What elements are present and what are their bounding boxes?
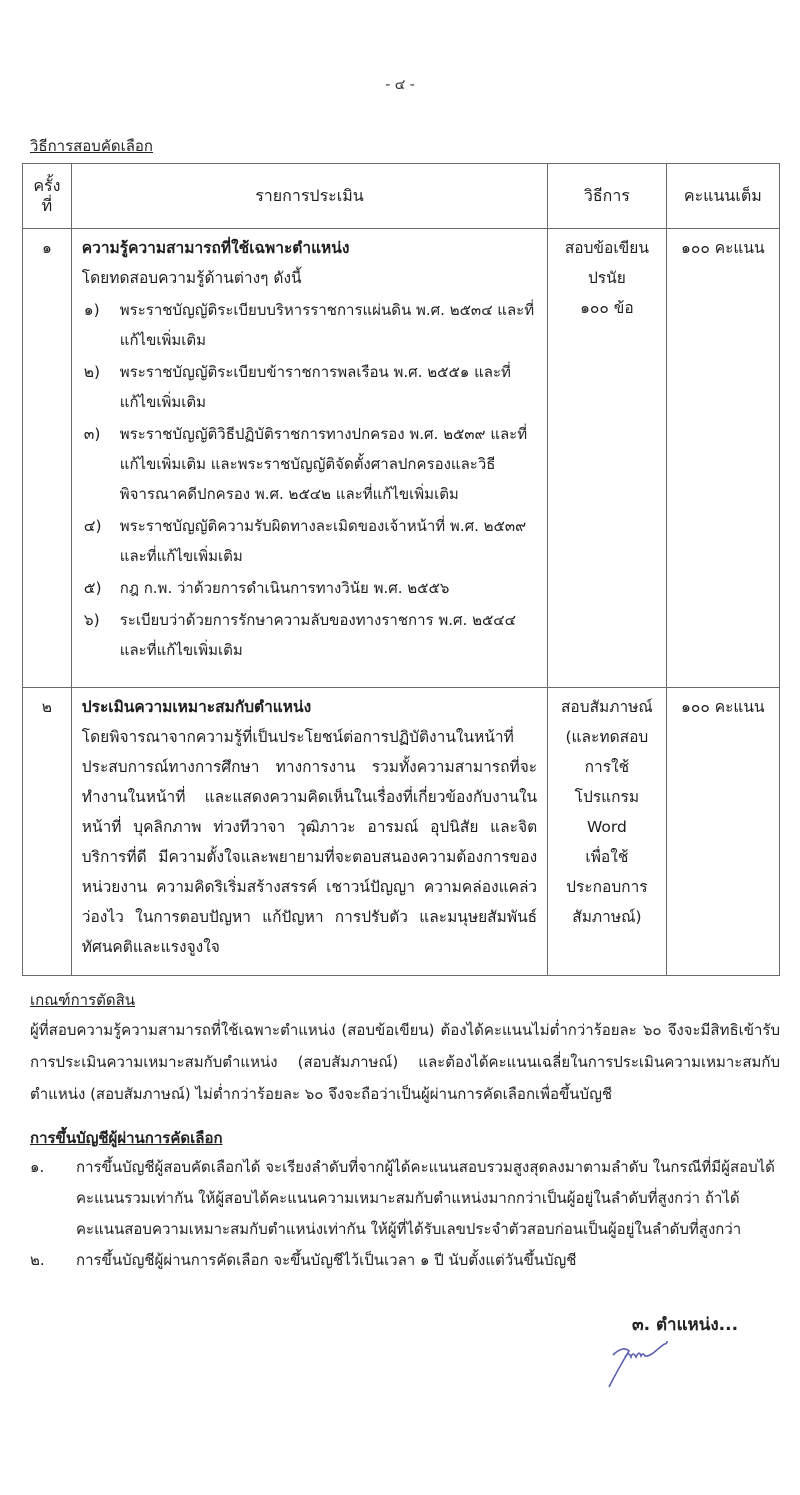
row-number: ๒ — [23, 688, 72, 976]
law-text: พระราชบัญญัติวิธีปฏิบัติราชการทางปกครอง พ.ศ. ๒๕๓๙ และที่แก้ไขเพิ่มเติม และพระราชบัญญัติจัดตั้งศาลปกครองและวิธีพิจารณาคดีปกครอง พ.ศ. ๒๕๔๒ และที่แก้ไขเพิ่มเติม — [119, 425, 528, 503]
list-item — [30, 1152, 782, 1245]
selection-method-heading: วิธีการสอบคัดเลือก — [30, 137, 154, 155]
method-line: สอบข้อเขียน — [564, 239, 649, 257]
method-line: (และทดสอบ — [565, 728, 649, 746]
signature — [605, 1335, 675, 1399]
method-line: ประกอบการ — [566, 878, 648, 896]
page-number: - ๔ - — [385, 77, 415, 93]
criteria-heading: เกณฑ์การตัดสิน — [30, 991, 136, 1009]
method-line: เพื่อใช้ — [585, 848, 629, 866]
continuation-marker: ๓. ตำแหน่ง... — [632, 1315, 739, 1335]
list-item — [82, 419, 537, 509]
law-number: ๔) — [83, 517, 102, 535]
law-text: พระราชบัญญัติระเบียบบริหารราชการแผ่นดิน พ.ศ. ๒๕๓๔ และที่แก้ไขเพิ่มเติม — [119, 301, 535, 349]
method-line: สัมภาษณ์) — [572, 908, 642, 926]
list-text: การขึ้นบัญชีผู้สอบคัดเลือกได้ จะเรียงลำดับที่จากผู้ได้คะแนนสอบรวมสูงสุดลงมาตามลำดับ ในกรณีที่มีผู้สอบได้คะแนนรวมเท่ากัน ให้ผู้สอบได้คะแนนความเหมาะสมกับตำแหน่งมากกว่าเป็นผู้อยู่ในลำดับที่สูงกว่า ถ้าได้คะแนนสอบความเหมาะสมกับตำแหน่งเท่ากัน ให้ผู้ที่ได้รับเลขประจำตัวสอบก่อนเป็นผู้อยู่ในลำดับที่สูงกว่า — [76, 1158, 775, 1238]
row-item — [71, 688, 547, 976]
law-number: ๒) — [83, 363, 101, 381]
header-no — [23, 164, 72, 229]
list-item — [82, 605, 537, 665]
row-method — [548, 688, 666, 976]
table-header-row — [23, 164, 780, 229]
law-number: ๖) — [83, 611, 100, 629]
row-number: ๑ — [23, 229, 72, 688]
row-description: โดยพิจารณาจากความรู้ที่เป็นประโยชน์ต่อการปฏิบัติงานในหน้าที่ ประสบการณ์ทางการศึกษา ทางการงาน รวมทั้งความสามารถที่จะทำงานในหน้าที่ และแสดงความคิดเห็นในเรื่องที่เกี่ยวข้องกับงานในหน้าที่ บุคลิกภาพ ท่วงทีวาจา วุฒิภาวะ อารมณ์ อุปนิสัย และจิตบริการที่ดี มีความตั้งใจและพยายามที่จะตอบสนองความต้องการของหน่วยงาน ความคิดริเริ่มสร้างสรรค์ เชาวน์ปัญญา ความคล่องแคล่ว ว่องไว ในการตอบปัญหา แก้ปัญหา การปรับตัว และมนุษยสัมพันธ์ ทัศนคติและแรงจูงใจ — [81, 728, 538, 956]
header-score: คะแนนเต็ม — [666, 164, 779, 229]
law-text: พระราชบัญญัติความรับผิดทางละเมิดของเจ้าหน้าที่ พ.ศ. ๒๕๓๙ และที่แก้ไขเพิ่มเติม — [119, 517, 527, 565]
list-item — [30, 1245, 782, 1276]
header-item: รายการประเมิน — [71, 164, 547, 229]
header-no-line1: ครั้ง — [33, 176, 61, 195]
table-row — [23, 229, 780, 688]
law-number: ๑) — [83, 301, 100, 319]
law-text: พระราชบัญญัติระเบียบข้าราชการพลเรือน พ.ศ. ๒๕๕๑ และที่แก้ไขเพิ่มเติม — [119, 363, 511, 411]
method-line: Word — [586, 818, 627, 836]
row-item — [71, 229, 547, 688]
law-text: กฎ ก.พ. ว่าด้วยการดำเนินการทางวินัย พ.ศ. ๒๕๕๖ — [119, 579, 450, 597]
row-title: ประเมินความเหมาะสมกับตำแหน่ง — [81, 698, 312, 716]
signature-icon — [605, 1335, 675, 1395]
table-row — [23, 688, 780, 976]
row-description: โดยทดสอบความรู้ด้านต่างๆ ดังนี้ — [81, 269, 302, 287]
method-line: สอบสัมภาษณ์ — [560, 698, 653, 716]
list-text: การขึ้นบัญชีผู้ผ่านการคัดเลือก จะขึ้นบัญชีไว้เป็นเวลา ๑ ปี นับตั้งแต่วันขึ้นบัญชี — [76, 1251, 577, 1269]
list-item — [82, 573, 537, 603]
law-text: ระเบียบว่าด้วยการรักษาความลับของทางราชการ พ.ศ. ๒๕๔๔ และที่แก้ไขเพิ่มเติม — [119, 611, 517, 659]
criteria-text: ผู้ที่สอบความรู้ความสามารถที่ใช้เฉพาะตำแหน่ง (สอบข้อเขียน) ต้องได้คะแนนไม่ต่ำกว่าร้อยละ ๖๐ จึงจะมีสิทธิเข้ารับการประเมินความเหมาะสมกับตำแหน่ง (สอบสัมภาษณ์) และต้องได้คะแนนเฉลี่ยในการประเมินความเหมาะสมกับตำแหน่ง (สอบสัมภาษณ์) ไม่ต่ำกว่าร้อยละ ๖๐ จึงจะถือว่าเป็นผู้ผ่านการคัดเลือกเพื่อขึ้นบัญชี — [30, 1021, 780, 1103]
row-score: ๑๐๐ คะแนน — [666, 688, 779, 976]
list-item — [82, 511, 537, 571]
method-line: ๑๐๐ ข้อ — [580, 299, 634, 317]
law-list — [82, 295, 537, 665]
method-line: การใช้ — [584, 758, 630, 776]
listing-heading: การขึ้นบัญชีผู้ผ่านการคัดเลือก — [30, 1129, 223, 1147]
list-item — [82, 295, 537, 355]
law-number: ๕) — [83, 579, 102, 597]
listing-list — [30, 1152, 782, 1276]
method-line: ปรนัย — [587, 269, 626, 287]
law-number: ๓) — [83, 425, 101, 443]
list-number: ๑. — [30, 1158, 45, 1176]
header-no-line2: ที่ — [41, 196, 53, 215]
row-method — [548, 229, 666, 688]
row-title: ความรู้ความสามารถที่ใช้เฉพาะตำแหน่ง — [81, 239, 350, 257]
list-item — [82, 357, 537, 417]
method-line: โปรแกรม — [574, 788, 640, 806]
evaluation-table — [22, 163, 780, 976]
header-method: วิธีการ — [548, 164, 666, 229]
row-score: ๑๐๐ คะแนน — [666, 229, 779, 688]
list-number: ๒. — [30, 1251, 45, 1269]
